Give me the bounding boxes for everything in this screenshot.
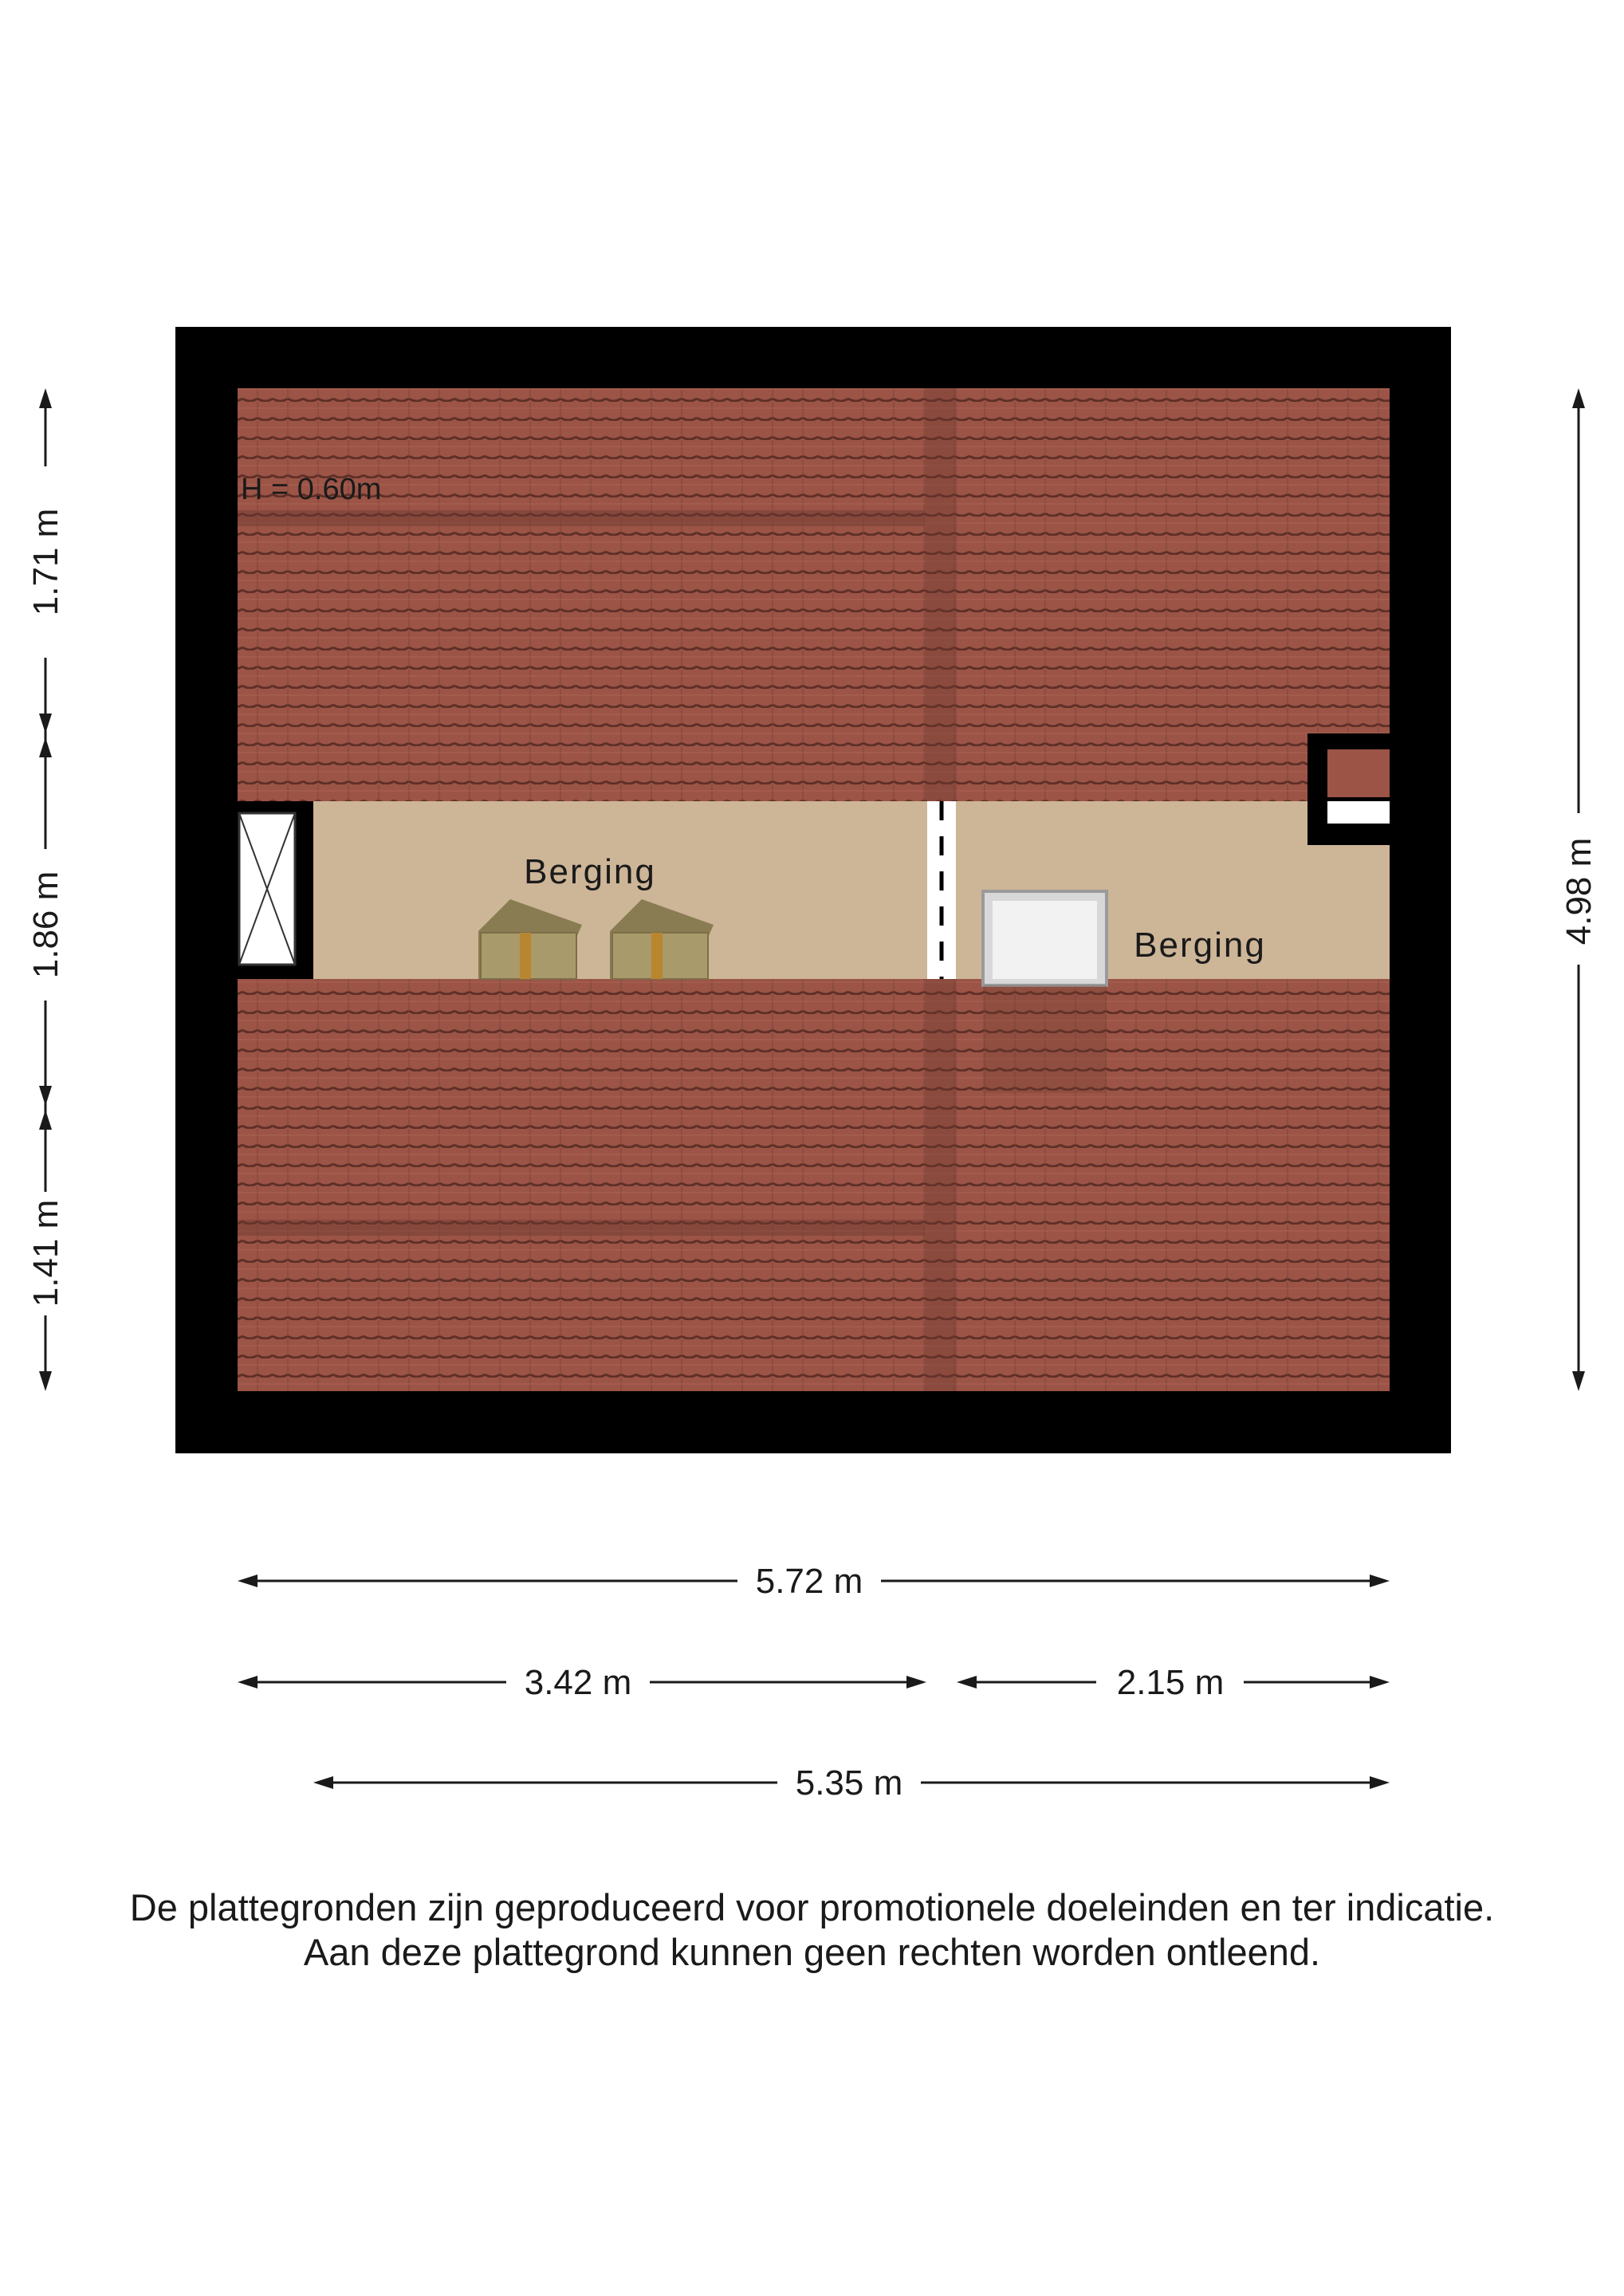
roof-beam-upper (238, 510, 925, 526)
dim-right: 4.98 m (1559, 837, 1598, 946)
room-label-right: Berging (1134, 926, 1266, 965)
disclaimer-line-2: Aan deze plattegrond kunnen geen rechten worden ontleend. (303, 1931, 1321, 1973)
disclaimer-line-1: De plattegronden zijn geproduceerd voor promotionele doeleinden en ter indicatie. (129, 1886, 1495, 1928)
chimney (1327, 749, 1390, 797)
roof-beam-lower (238, 1220, 925, 1236)
roof-lower (238, 979, 1390, 1391)
dim-bottom-right: 2.15 m (1116, 1663, 1225, 1702)
dim-bottom-inner: 5.35 m (795, 1763, 903, 1803)
dim-bottom-total: 5.72 m (755, 1562, 863, 1601)
dim-left-1: 1.71 m (26, 508, 65, 616)
dim-bottom-left: 3.42 m (524, 1663, 632, 1702)
room-label-left: Berging (524, 852, 656, 891)
dim-left-3: 1.41 m (26, 1199, 65, 1307)
roof-upper (238, 388, 1390, 801)
chimney-opening (1327, 801, 1390, 824)
hatch-shadow (983, 985, 1107, 1093)
dim-left-2: 1.86 m (26, 871, 65, 979)
height-note: H = 0.60m (241, 473, 382, 506)
hatch-inner (993, 901, 1097, 979)
